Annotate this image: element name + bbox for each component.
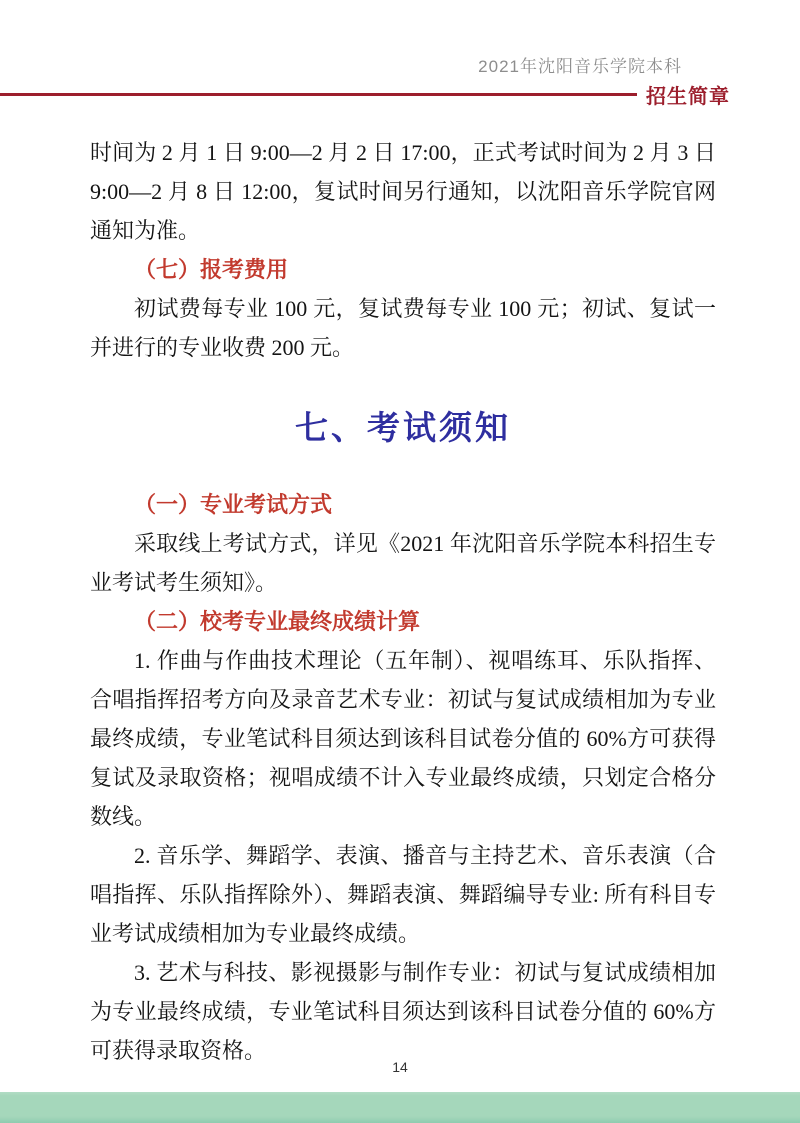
page-content: [0, 133, 800, 1070]
footer-green-bar: [0, 1092, 800, 1123]
heading-s1-exam-method: （一）专业考试方式: [134, 492, 333, 517]
paragraph-score-item-1: 1. 作曲与作曲技术理论（五年制）、视唱练耳、乐队指挥、合唱指挥招考方向及录音艺术专业：初试与复试成绩相加为专业最终成绩，专业笔试科目须达到该科目试卷分值的 60%方可获得复试及录取资格；视唱成绩不计入专业最终成绩，只划定合格分数线。: [90, 648, 716, 829]
page-header: [0, 52, 800, 109]
heading-s2-score-calculation: （二）校考专业最终成绩计算: [134, 609, 421, 634]
chapter-title: 七、考试须知: [295, 411, 511, 447]
header-rule-line: [0, 93, 637, 96]
header-rule-row: [0, 80, 800, 109]
header-title: 2021年沈阳音乐学院本科: [478, 57, 682, 76]
header-badge: 招生简章: [646, 86, 730, 108]
paragraph-score-item-3: 3. 艺术与科技、影视摄影与制作专业：初试与复试成绩相加为专业最终成绩，专业笔试科目须达到该科目试卷分值的 60%方可获得录取资格。: [90, 960, 717, 1063]
paragraph-exam-time: 时间为 2 月 1 日 9:00—2 月 2 日 17:00，正式考试时间为 2 月 3 日 9:00—2 月 8 日 12:00，复试时间另行通知，以沈阳音乐学院官网通知为准。: [90, 140, 716, 243]
paragraph-score-item-2: 2. 音乐学、舞蹈学、表演、播音与主持艺术、音乐表演（合唱指挥、乐队指挥除外）、舞蹈表演、舞蹈编导专业: 所有科目专业考试成绩相加为专业最终成绩。: [90, 843, 716, 946]
paragraph-fees: 初试费每专业 100 元，复试费每专业 100 元；初试、复试一并进行的专业收费 200 元。: [90, 296, 716, 360]
paragraph-exam-method: 采取线上考试方式，详见《2021 年沈阳音乐学院本科招生专业考试考生须知》。: [90, 531, 716, 595]
page-number: 14: [392, 1059, 408, 1075]
heading-sec7-fees: （七）报考费用: [134, 257, 289, 282]
